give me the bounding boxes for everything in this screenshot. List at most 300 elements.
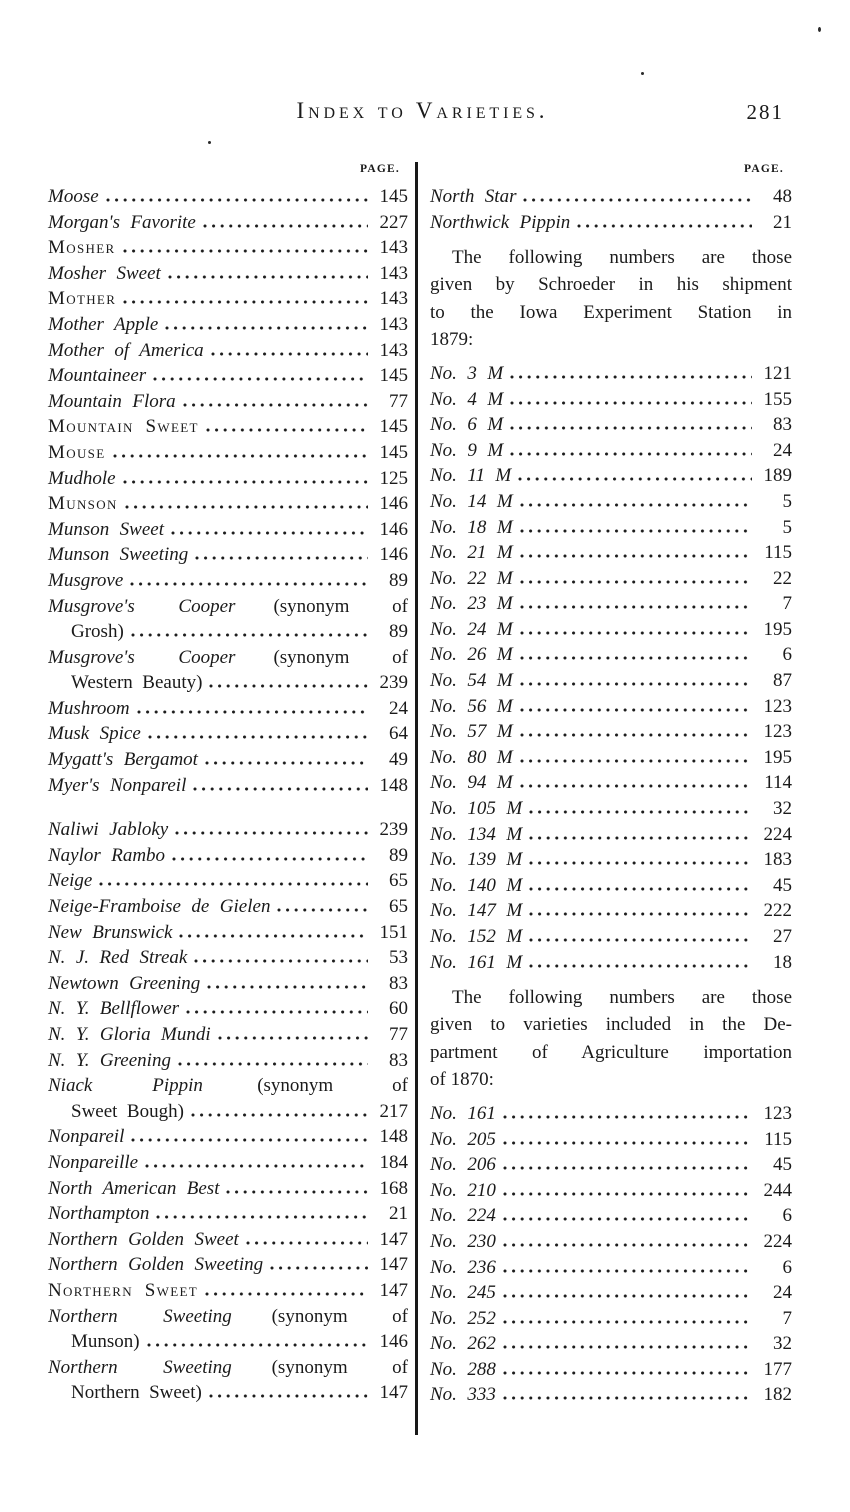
entry-page: 115 xyxy=(764,1128,792,1150)
entry-name: No. 152 M xyxy=(430,926,523,947)
index-entry xyxy=(430,924,792,950)
entry-name: No. 4 M xyxy=(430,388,504,410)
entry-page: 143 xyxy=(379,237,408,259)
entry-name: Mountain Sweet xyxy=(48,416,199,438)
entry-name: Sweet Bough) xyxy=(71,1100,184,1122)
index-entry xyxy=(430,873,792,899)
index-entry xyxy=(430,642,792,668)
entry-name: Northern Sweeting xyxy=(48,1305,232,1327)
index-entry xyxy=(430,540,792,566)
dot-leader xyxy=(218,1036,368,1040)
dot-leader xyxy=(520,733,752,737)
entry-page: 143 xyxy=(379,313,408,335)
entry-name: N. J. Red Streak xyxy=(48,947,188,969)
entry-page: 89 xyxy=(389,569,408,591)
dot-leader xyxy=(172,857,368,861)
column-divider xyxy=(415,162,418,1435)
index-entry xyxy=(48,696,408,722)
entry-page: 7 xyxy=(782,593,792,615)
column-right xyxy=(430,160,792,1408)
dot-leader xyxy=(209,684,368,688)
index-entry xyxy=(48,210,408,236)
entry-name: Musgrove's Cooper xyxy=(48,646,236,668)
entry-page: 49 xyxy=(389,749,408,771)
entry-name: No. 134 M xyxy=(430,823,523,845)
index-entry xyxy=(430,1331,792,1357)
entry-page: 147 xyxy=(379,1382,408,1404)
dot-leader xyxy=(529,938,752,942)
entry-name: No. 161 xyxy=(430,1102,496,1124)
entry-name: Naliwi Jabloky xyxy=(48,819,169,841)
index-entry xyxy=(48,414,408,440)
entry-name: Mosher Sweet xyxy=(48,262,161,284)
dot-leader xyxy=(529,836,752,840)
dot-leader xyxy=(203,224,368,228)
dot-leader xyxy=(99,882,368,886)
entry-name: Mother xyxy=(48,288,117,310)
entry-page: 239 xyxy=(379,819,408,841)
paragraph-line: partment of Agriculture importation xyxy=(430,1041,792,1063)
index-entry xyxy=(430,1306,792,1332)
paragraph-line: The following numbers are those xyxy=(452,247,792,269)
entry-page: 21 xyxy=(389,1203,408,1225)
dot-leader xyxy=(510,452,752,456)
dot-leader xyxy=(503,1115,752,1119)
index-entry xyxy=(430,796,792,822)
index-entry xyxy=(48,619,408,645)
entry-name: Grosh) xyxy=(71,621,124,643)
dot-leader xyxy=(205,1292,368,1296)
index-entry xyxy=(430,668,792,694)
index-entry xyxy=(430,847,792,873)
index-entry xyxy=(48,996,408,1022)
entry-name: No. 18 M xyxy=(430,516,513,538)
scan-speck xyxy=(208,141,211,144)
index-entry xyxy=(430,694,792,720)
index-entry xyxy=(430,515,792,541)
index-entry xyxy=(430,898,792,924)
dot-leader xyxy=(520,784,752,788)
entry-page: 45 xyxy=(773,1154,792,1176)
entry-name: Newtown Greening xyxy=(48,972,201,994)
entry-page: 24 xyxy=(773,439,792,461)
entry-name: North Star xyxy=(430,186,517,207)
index-entry xyxy=(48,945,408,971)
index-entry xyxy=(430,489,792,515)
entry-name: Northern Sweet) xyxy=(71,1382,202,1404)
entry-page: 21 xyxy=(773,211,792,233)
dot-leader xyxy=(183,403,368,407)
paragraph-line: to the Iowa Experiment Station in xyxy=(430,301,792,323)
entry-page: 145 xyxy=(379,365,408,387)
dot-leader xyxy=(277,908,368,912)
entry-page: 22 xyxy=(773,567,792,589)
entry-name: Nonpareil xyxy=(48,1126,125,1148)
entry-name: Naylor Rambo xyxy=(48,844,166,866)
index-paragraph xyxy=(430,244,792,353)
entry-page: 227 xyxy=(379,211,408,233)
section-gap xyxy=(48,798,408,817)
entry-page: 32 xyxy=(773,798,792,820)
entry-name: N. Y. Bellflower xyxy=(48,998,180,1020)
index-entry xyxy=(430,1357,792,1383)
index-entry xyxy=(430,617,792,643)
dot-leader xyxy=(186,1010,368,1014)
dot-leader xyxy=(168,275,368,279)
index-entry xyxy=(48,773,408,799)
dot-leader xyxy=(147,1343,368,1347)
index-entry xyxy=(48,312,408,338)
entry-page: 182 xyxy=(763,1384,792,1406)
entry-page: 53 xyxy=(389,947,408,969)
entry-page: 45 xyxy=(773,874,792,896)
entry-name: Mushroom xyxy=(48,697,130,719)
index-entry xyxy=(430,719,792,745)
entry-name: No. 105 M xyxy=(430,798,523,820)
entry-name: No. 205 xyxy=(430,1128,496,1150)
dot-leader xyxy=(529,861,752,865)
dot-leader xyxy=(510,426,752,430)
entry-page: 145 xyxy=(379,416,408,438)
entry-page: 24 xyxy=(389,697,408,719)
index-entry xyxy=(48,517,408,543)
entry-name: Musgrove's Cooper xyxy=(48,595,236,617)
dot-leader xyxy=(503,1243,752,1247)
dot-leader xyxy=(131,1138,368,1142)
entry-page: 217 xyxy=(379,1100,408,1122)
dot-leader xyxy=(113,454,369,458)
entry-page: 143 xyxy=(379,262,408,284)
index-entry xyxy=(430,1152,792,1178)
index-entry xyxy=(430,1255,792,1281)
entry-page: 123 xyxy=(763,695,792,717)
index-entry xyxy=(430,822,792,848)
entry-page: 143 xyxy=(379,288,408,310)
paragraph-line: The following numbers are those xyxy=(452,987,792,1009)
entry-name: Neige-Framboise de Gielen xyxy=(48,896,271,918)
entry-name: No. 94 M xyxy=(430,772,513,794)
entry-page: 224 xyxy=(763,823,792,845)
dot-leader xyxy=(520,503,752,507)
index-entry xyxy=(430,184,792,210)
entry-name: Munson) xyxy=(71,1331,140,1353)
index-entry xyxy=(48,1099,408,1125)
entry-page: 168 xyxy=(379,1177,408,1199)
entry-name: N. Y. Greening xyxy=(48,1049,171,1071)
index-entry xyxy=(48,1304,408,1330)
dot-leader xyxy=(191,1113,368,1117)
dot-leader xyxy=(518,477,752,481)
index-entry xyxy=(430,1382,792,1408)
entry-page: 239 xyxy=(379,672,408,694)
entry-name: Western Beauty) xyxy=(71,672,203,694)
dot-leader xyxy=(510,401,752,405)
dot-leader xyxy=(193,787,368,791)
entry-name: Munson xyxy=(48,493,118,515)
dot-leader xyxy=(520,554,752,558)
entry-name: No. 9 M xyxy=(430,439,504,461)
entry-qualifier: (synonym of xyxy=(257,1075,408,1097)
entry-page: 146 xyxy=(379,1331,408,1353)
index-entry xyxy=(48,542,408,568)
entry-name: No. 139 M xyxy=(430,849,523,871)
entry-name: North American Best xyxy=(48,1177,220,1199)
page-label-right: PAGE. xyxy=(744,163,784,175)
dot-leader xyxy=(503,1217,752,1221)
index-entry xyxy=(48,868,408,894)
dot-leader xyxy=(130,582,368,586)
dot-leader xyxy=(503,1192,752,1196)
entry-page: 184 xyxy=(379,1151,408,1173)
dot-leader xyxy=(510,375,752,379)
entry-name: Northern Golden Sweeting xyxy=(48,1254,264,1276)
entry-name: N. Y. Gloria Mundi xyxy=(48,1024,211,1045)
index-entry xyxy=(48,1048,408,1074)
entry-page: 48 xyxy=(773,186,792,207)
entry-page: 146 xyxy=(379,493,408,515)
paragraph-line: 1879: xyxy=(430,328,474,350)
entry-name: Northampton xyxy=(48,1203,150,1225)
entry-page: 145 xyxy=(379,186,408,207)
entry-name: Northwick Pippin xyxy=(430,211,571,233)
index-entry xyxy=(430,210,792,236)
paragraph-line: given to varieties included in the De- xyxy=(430,1014,792,1036)
dot-leader xyxy=(270,1266,368,1270)
entry-page: 114 xyxy=(764,772,792,794)
entry-name: No. 245 xyxy=(430,1282,496,1304)
index-entry xyxy=(430,438,792,464)
index-entry xyxy=(430,1127,792,1153)
entry-page: 147 xyxy=(379,1254,408,1276)
dot-leader xyxy=(145,1164,368,1168)
entry-page: 65 xyxy=(389,896,408,918)
index-entry xyxy=(48,894,408,920)
entry-name: Mosher xyxy=(48,237,116,259)
index-entry xyxy=(48,261,408,287)
index-entry xyxy=(48,670,408,696)
dot-leader xyxy=(523,198,752,202)
index-entry xyxy=(48,1227,408,1253)
scan-speck xyxy=(641,72,644,75)
dot-leader xyxy=(195,556,368,560)
index-entry xyxy=(430,770,792,796)
dot-leader xyxy=(131,633,368,637)
index-entry xyxy=(48,1176,408,1202)
index-entry xyxy=(48,843,408,869)
dot-leader xyxy=(503,1294,752,1298)
entry-page: 195 xyxy=(763,746,792,768)
index-entry xyxy=(430,1280,792,1306)
entry-name: New Brunswick xyxy=(48,921,173,943)
entry-page: 125 xyxy=(379,467,408,489)
index-entry xyxy=(48,1355,408,1381)
index-entry xyxy=(430,566,792,592)
dot-leader xyxy=(503,1166,752,1170)
entry-page: 222 xyxy=(763,900,792,922)
entry-name: Musgrove xyxy=(48,569,124,591)
index-entry xyxy=(48,1252,408,1278)
index-entry xyxy=(48,363,408,389)
entry-page: 89 xyxy=(389,844,408,866)
entry-name: Myer's Nonpareil xyxy=(48,774,187,796)
page-number: 281 xyxy=(746,100,784,124)
entry-page: 6 xyxy=(782,1205,792,1227)
entry-page: 5 xyxy=(782,516,792,538)
entry-page: 83 xyxy=(389,1049,408,1071)
dot-leader xyxy=(153,377,368,381)
paragraph-line: of 1870: xyxy=(430,1068,494,1090)
entry-page: 32 xyxy=(773,1333,792,1355)
entry-page: 148 xyxy=(379,1126,408,1148)
dot-leader xyxy=(503,1141,752,1145)
entry-name: No. 26 M xyxy=(430,644,513,666)
entry-page: 6 xyxy=(782,1256,792,1278)
entry-page: 77 xyxy=(389,390,408,412)
entry-page: 151 xyxy=(379,921,408,943)
dot-leader xyxy=(148,735,368,739)
entry-qualifier: (synonym of xyxy=(273,595,408,617)
dot-leader xyxy=(123,480,368,484)
dot-leader xyxy=(137,710,368,714)
entry-name: No. 147 M xyxy=(430,900,523,922)
dot-leader xyxy=(226,1190,368,1194)
dot-leader xyxy=(205,761,368,765)
index-entry xyxy=(48,184,408,210)
entry-page: 5 xyxy=(782,490,792,512)
dot-leader xyxy=(529,810,752,814)
entry-page: 24 xyxy=(773,1282,792,1304)
index-entry xyxy=(48,338,408,364)
dot-leader xyxy=(178,1062,368,1066)
index-entry xyxy=(430,361,792,387)
index-entry xyxy=(430,387,792,413)
index-entry xyxy=(48,721,408,747)
column-right-body xyxy=(430,184,792,1408)
entry-name: No. 11 M xyxy=(430,465,512,487)
dot-leader xyxy=(125,505,368,509)
entry-name: No. 24 M xyxy=(430,618,513,640)
entry-page: 183 xyxy=(763,849,792,871)
dot-leader xyxy=(503,1320,752,1324)
entry-name: Nonpareille xyxy=(48,1151,139,1173)
index-entry xyxy=(48,491,408,517)
entry-name: No. 252 xyxy=(430,1307,496,1329)
dot-leader xyxy=(106,198,368,202)
entry-name: Niack Pippin xyxy=(48,1075,203,1097)
entry-page: 244 xyxy=(763,1179,792,1201)
entry-name: Mygatt's Bergamot xyxy=(48,749,198,771)
entry-name: No. 288 xyxy=(430,1358,496,1380)
entry-name: Munson Sweet xyxy=(48,518,164,540)
entry-qualifier: (synonym of xyxy=(273,646,408,668)
entry-page: 77 xyxy=(389,1024,408,1045)
entry-name: No. 6 M xyxy=(430,414,504,436)
index-entry xyxy=(48,920,408,946)
entry-page: 148 xyxy=(379,774,408,796)
dot-leader xyxy=(520,656,752,660)
dot-leader xyxy=(520,529,752,533)
entry-name: Northern Sweet xyxy=(48,1279,199,1301)
index-entry xyxy=(430,1178,792,1204)
index-entry xyxy=(48,466,408,492)
entry-name: No. 54 M xyxy=(430,670,513,692)
entry-page: 177 xyxy=(763,1358,792,1380)
index-entry xyxy=(48,568,408,594)
dot-leader xyxy=(503,1396,752,1400)
index-entry xyxy=(48,971,408,997)
index-entry xyxy=(430,463,792,489)
index-entry xyxy=(48,1278,408,1304)
dot-leader xyxy=(520,759,752,763)
dot-leader xyxy=(520,682,752,686)
dot-leader xyxy=(246,1241,368,1245)
index-entry xyxy=(48,1124,408,1150)
entry-name: Munson Sweeting xyxy=(48,544,189,566)
entry-name: No. 56 M xyxy=(430,695,513,717)
index-entry xyxy=(430,1229,792,1255)
dot-leader xyxy=(529,887,752,891)
entry-name: No. 14 M xyxy=(430,490,513,512)
dot-leader xyxy=(175,831,368,835)
entry-name: No. 80 M xyxy=(430,746,513,768)
entry-page: 224 xyxy=(763,1230,792,1252)
index-entry xyxy=(48,1073,408,1099)
entry-qualifier: (synonym of xyxy=(271,1305,408,1327)
entry-page: 145 xyxy=(379,441,408,463)
paragraph-line: given by Schroeder in his shipment xyxy=(430,274,792,296)
entry-name: No. 333 xyxy=(430,1384,496,1406)
scan-speck xyxy=(818,27,821,32)
entry-qualifier: (synonym of xyxy=(271,1356,408,1378)
index-entry xyxy=(430,412,792,438)
entry-page: 195 xyxy=(763,618,792,640)
entry-page: 123 xyxy=(763,721,792,743)
dot-leader xyxy=(207,985,368,989)
entry-page: 147 xyxy=(379,1279,408,1301)
index-entry xyxy=(430,591,792,617)
dot-leader xyxy=(123,300,368,304)
index-entry xyxy=(48,747,408,773)
dot-leader xyxy=(577,224,752,228)
entry-page: 7 xyxy=(782,1307,792,1329)
index-entry xyxy=(430,1203,792,1229)
index-entry xyxy=(48,389,408,415)
entry-page: 83 xyxy=(389,972,408,994)
dot-leader xyxy=(520,605,752,609)
index-paragraph xyxy=(430,984,792,1093)
entry-name: No. 57 M xyxy=(430,721,513,743)
entry-name: Moose xyxy=(48,186,99,207)
entry-page: 18 xyxy=(773,951,792,973)
index-entry xyxy=(48,1329,408,1355)
index-entry xyxy=(48,235,408,261)
dot-leader xyxy=(520,580,752,584)
index-entry xyxy=(430,745,792,771)
dot-leader xyxy=(209,1394,368,1398)
dot-leader xyxy=(520,631,752,635)
entry-name: Mouse xyxy=(48,441,106,463)
entry-name: No. 230 xyxy=(430,1230,496,1252)
entry-name: Northern Sweeting xyxy=(48,1356,232,1378)
entry-page: 64 xyxy=(389,723,408,745)
entry-page: 87 xyxy=(773,670,792,692)
entry-page: 143 xyxy=(379,339,408,361)
page-label-left: PAGE. xyxy=(360,163,400,175)
entry-name: Mother Apple xyxy=(48,313,159,335)
index-entry xyxy=(48,594,408,620)
entry-name: Mudhole xyxy=(48,467,116,489)
dot-leader xyxy=(206,428,368,432)
